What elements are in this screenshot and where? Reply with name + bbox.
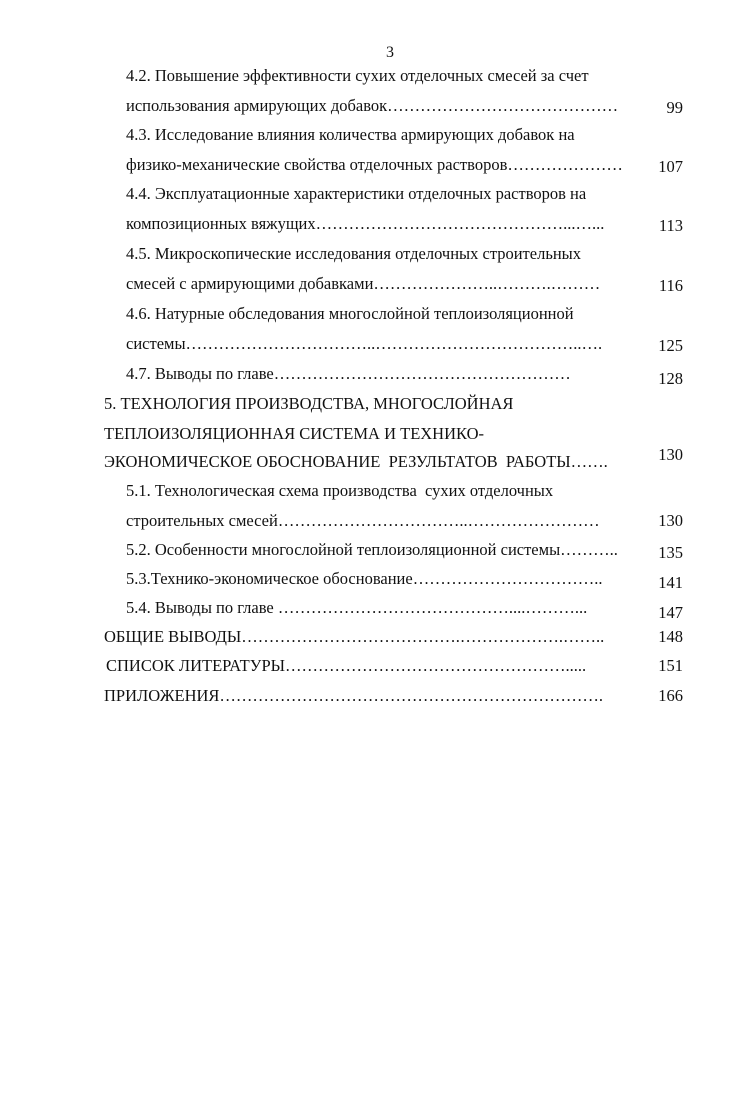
toc-entry-4-3-line-1: 4.3. Исследование влияния количества армирующих добавок на: [126, 125, 575, 144]
toc-entry-4-2-line-2: использования армирующих добавок……………………………………: [126, 96, 619, 115]
toc-entry-5-3-page: 141: [658, 573, 683, 592]
toc-entry-5-3-line-1: 5.3.Технико-экономическое обоснование……………………………..: [126, 569, 603, 588]
toc-entry-4-2-page: 99: [666, 98, 683, 117]
toc-entry-4-7-page: 128: [658, 369, 683, 388]
toc-general-conclusions-page: 148: [658, 627, 683, 646]
toc-entry-5-4-page: 147: [658, 603, 683, 622]
toc-entry-5-2-page: 135: [658, 543, 683, 562]
toc-entry-5-1-line-1: 5.1. Технологическая схема производства сухих отделочных: [126, 481, 554, 500]
toc-entry-5-2-line-1: 5.2. Особенности многослойной теплоизоляционной системы………..: [126, 540, 618, 559]
toc-entry-4-6-line-2: системы……………………………..………………………………..….: [126, 334, 603, 353]
page-number: 3: [386, 44, 394, 61]
toc-general-conclusions: ОБЩИЕ ВЫВОДЫ………………………………….……………….……..: [104, 627, 605, 646]
toc-chapter-5-page: 130: [658, 445, 683, 464]
toc-entry-4-5-page: 116: [658, 276, 683, 295]
toc-chapter-5-line-1: 5. ТЕХНОЛОГИЯ ПРОИЗВОДСТВА, МНОГОСЛОЙНАЯ: [104, 394, 514, 413]
toc-entry-4-4-page: 113: [658, 216, 683, 235]
toc-entry-4-5-line-1: 4.5. Микроскопические исследования отделочных строительных: [126, 244, 582, 263]
toc-entry-4-7-line-1: 4.7. Выводы по главе………………………………………………: [126, 364, 571, 383]
toc-appendices: ПРИЛОЖЕНИЯ…………………………………………………………….: [104, 686, 604, 705]
toc-entry-4-2-line-1: 4.2. Повышение эффективности сухих отделочных смесей за счет: [126, 66, 589, 85]
toc-entry-4-3-line-2: физико-механические свойства отделочных растворов…………………: [126, 155, 623, 174]
toc-entry-4-6-line-1: 4.6. Натурные обследования многослойной теплоизоляционной: [126, 304, 574, 323]
toc-entry-4-3-page: 107: [658, 157, 683, 176]
toc-entry-5-1-page: 130: [658, 511, 683, 530]
toc-entry-4-4-line-1: 4.4. Эксплуатационные характеристики отделочных растворов на: [126, 184, 587, 203]
toc-entry-4-6-page: 125: [658, 336, 683, 355]
toc-entry-4-4-line-2: композиционных вяжущих………………………………………...…...: [126, 214, 605, 233]
toc-appendices-page: 166: [658, 686, 683, 705]
toc-entry-4-5-line-2: смесей с армирующими добавками…………………..……….………: [126, 274, 601, 293]
toc-references: СПИСОК ЛИТЕРАТУРЫ…………………………………………….....: [106, 656, 587, 675]
toc-entry-5-4-line-1: 5.4. Выводы по главе ……………………………………....………...: [126, 598, 588, 617]
toc-chapter-5-line-2: ТЕПЛОИЗОЛЯЦИОННАЯ СИСТЕМА И ТЕХНИКО-: [104, 424, 485, 443]
toc-chapter-5-line-3: ЭКОНОМИЧЕСКОЕ ОБОСНОВАНИЕ РЕЗУЛЬТАТОВ РАБОТЫ…….: [104, 452, 608, 471]
toc-references-page: 151: [658, 656, 683, 675]
toc-entry-5-1-line-2: строительных смесей……………………………..……………………: [126, 511, 600, 530]
